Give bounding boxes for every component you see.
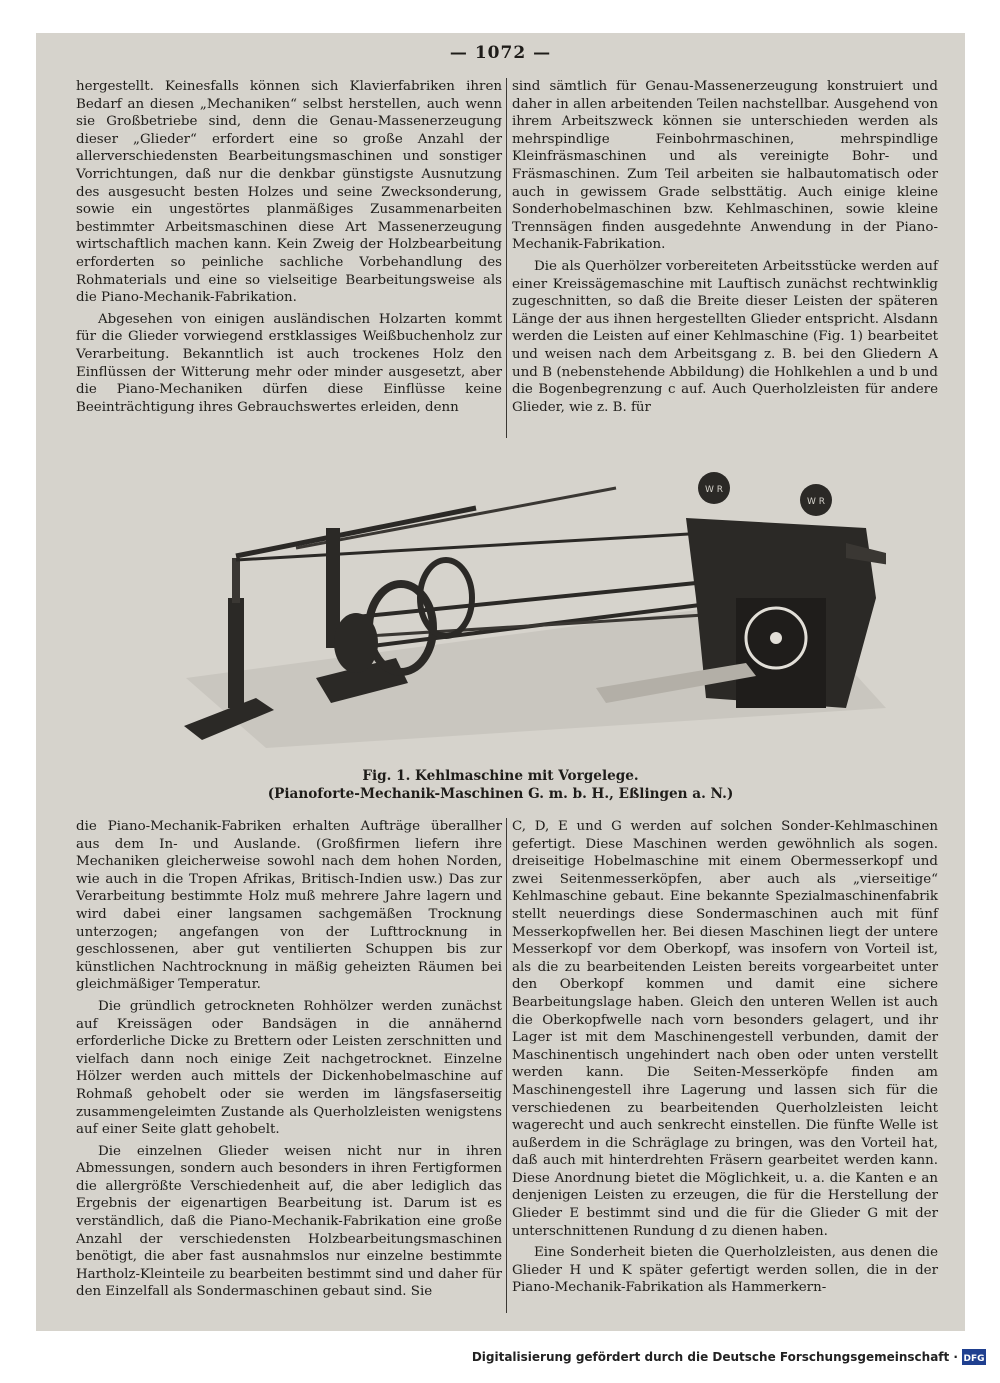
kehlmaschine-illustration [146, 448, 886, 758]
svg-text:DFG: DFG [963, 1354, 985, 1364]
paragraph: Die als Querhölzer vorbereiteten Arbeitsstücke werden auf einer Kreissägemaschine mit Lauftisch zunächst rechtwinklig zugeschnitten, so daß die Breite dieser Leisten der späteren Länge der aus ihnen hergestellten Glieder entspricht. Alsdann werden die Leisten auf einer Kehlmaschine (Fig. 1) bearbeitet und weisen nach dem Arbeitsgang z. B. bei den Gliedern A und B (nebenstehende Abbildung) die Hohlkehlen a und b und die Bogenbegrenzung c auf. Auch Querholzleisten für andere Glieder, wie z. B. für [512, 258, 938, 415]
paragraph: Die einzelnen Glieder weisen nicht nur in ihren Abmessungen, sondern auch besonders in ihren Fertigformen die allergrößte Verschiedenheit auf, die aber lediglich das Ergebnis der eigenartigen Bearbeitung ist. Darum ist es verständlich, daß die Piano-Mechanik-Fabrikation eine große Anzahl der verschiedensten Holzbearbeitungsmaschinen benötigt, die aber fast ausnahmslos nur einzelne bestimmte Hartholz-Kleinteile zu bearbeiten bestimmt sind und daher für den Einzelfall als Sondermaschinen gebaut sind. Sie [76, 1143, 502, 1300]
dfg-logo-icon [962, 1349, 986, 1365]
pulley [334, 613, 378, 673]
scanned-page [36, 33, 965, 1331]
left-column-bottom [76, 818, 502, 1301]
left-column-top [76, 78, 502, 416]
paragraph: Abgesehen von einigen ausländischen Holzarten kommt für die Glieder vorwiegend erstklassiges Weißbuchenholz zur Verarbeitung. Bekanntlich ist auch trockenes Holz den Einflüssen der Witterung mehr oder minder ausgesetzt, aber die Piano-Mechaniken dürfen diese Einflüsse keine Beeinträchtigung ihres Gebrauchswertes erleiden, denn [76, 311, 502, 415]
hand-wheel-hub [770, 632, 782, 644]
paragraph: sind sämtlich für Genau-Massenerzeugung konstruiert und daher in allen arbeitenden Teilen nachstellbar. Ausgehend von ihrem Arbeitszweck können sie unterschieden werden als mehrspindlige Feinbohrmaschinen, mehrspindlige Kleinfräsmaschinen und als vereinigte Bohr- und Fräsmaschinen. Zum Teil arbeiten sie halbautomatisch oder auch in gewissem Grade selbsttätig. Auch einige kleine Sonderhobelmaschinen bzw. Kehlmaschinen, sowie kleine Trennsägen finden ausgedehnte Anwendung in der Piano-Mechanik-Fabrikation. [512, 79, 938, 253]
page-number: — 1072 — [449, 43, 552, 63]
stand-shaft [232, 558, 240, 603]
paragraph: Eine Sonderheit bieten die Querholzleisten, aus denen die Glieder H und K später gefertigt werden sollen, die in der Piano-Mechanik-Fabrikation als Hammerkern- [512, 1245, 938, 1296]
paragraph: die Piano-Mechanik-Fabriken erhalten Aufträge überallher aus dem In- und Auslande. (Großfirmen liefern ihre Mechaniken gleicherweise sowohl nach dem hohen Norden, wie auch in die Tropen Afrikas, Britisch-Indien usw.) Das zur Verarbeitung bestimmte Holz muß mehrere Jahre lagern und wird dabei einer langsamen sachgemäßen Trocknung unterzogen; angefangen von der Lufttrocknung in geschlossenen, aber gut ventilierten Schuppen bis zur künstlichen Nachtrocknung in mäßig geheizten Räumen bei gleichmäßiger Temperatur. [76, 819, 502, 993]
belt-line [296, 488, 616, 548]
paragraph: Die gründlich getrockneten Rohhölzer werden zunächst auf Kreissägen oder Bandsägen in die annähernd erforderliche Dicke zu Brettern oder Leisten zerschnitten und vielfach dann noch einige Zeit nachgetrocknet. Einzelne Hölzer werden auch mittels der Dickenhobelmaschine auf Rohmaß gehobelt oder sie werden im längsfaserseitig zusammengeleimten Zustande als Querholzleisten wenigstens auf einer Seite glatt gehobelt. [76, 998, 502, 1138]
footer-text: Digitalisierung gefördert durch die Deutsche Forschungsgemeinschaft · [471, 1350, 958, 1364]
figure-caption-title: Fig. 1. Kehlmaschine mit Vorgelege. [362, 768, 639, 784]
figure-kehlmaschine [146, 448, 886, 758]
paragraph: hergestellt. Keinesfalls können sich Klavierfabriken ihren Bedarf an diesen „Mechaniken“ selbst herstellen, auch wenn sie Großbetriebe sind, denn die Genau-Massenerzeugung dieser „Glieder“ erfordert eine so große Anzahl der allerverschiedensten Bearbeitungsmaschinen und sonstiger Vorrichtungen, daß nur die denkbar günstigste Ausnutzung des ausgesucht besten Holzes und seine Zwecksonderung, sowie ein ungestörtes planmäßiges Zusammenarbeiten bestimmter Arbeitsmaschinen diese Art Massenerzeugung wirtschaftlich machen kann. Kein Zweig der Holzbearbeitung erforderten so peinliche sachliche Vorbehandlung des Rohmaterials und eine so vielseitige Bearbeitungsweise als die Piano-Mechanik-Fabrikation. [76, 79, 502, 306]
paragraph: C, D, E und G werden auf solchen Sonder-Kehlmaschinen gefertigt. Diese Maschinen werden gewöhnlich als sogen. dreiseitige Hobelmaschine mit einem Obermesserkopf und zwei Seitenmesserköpfen, aber auch als „vierseitige“ Kehlmaschine gebaut. Eine bekannte Spezialmaschinenfabrik stellt neuerdings diese Sondermaschinen auch mit fünf Messerkopfwellen her. Bei diesen Maschinen liegt der untere Messerkopf vor dem Oberkopf, was insofern von Vorteil ist, als die zu bearbeitenden Leisten bereits vorgearbeitet unter den Oberkopf kommen und damit eine sichere Bearbeitungslage haben. Gleich den unteren Wellen ist auch die Oberkopfwelle nach vorn besonders gelagert, und ihr Lager ist mit dem Maschinengestell verbunden, damit der Maschinentisch ungehindert nach oben oder unten verstellt werden kann. Die Seiten-Messerköpfe finden am Maschinengestell ihre Lagerung und lassen sich für die verschiedenen zu bearbeitenden Querholzleisten leicht wagerecht und auch senkrecht einstellen. Die fünfte Welle ist außerdem in die Schräglage zu bringen, was den Vorteil hat, daß auch mit hinterdrehten Fräsern gearbeitet werden kann. Diese Anordnung bietet die Möglichkeit, u. a. die Kanten e an denjenigen Leisten zu erzeugen, die für die Herstellung der Glieder E bestimmt sind und die für die Glieder G mit der unterschnittenen Rundung d zu dienen haben. [512, 819, 938, 1239]
column-rule-bottom [506, 818, 507, 1313]
plate-label: W R [704, 485, 724, 495]
figure-caption-source: (Pianoforte-Mechanik-Maschinen G. m. b. H., Eßlingen a. N.) [267, 786, 734, 802]
column-rule-top [506, 78, 507, 438]
right-column-bottom [512, 818, 938, 1297]
digitization-footer [472, 1349, 986, 1365]
right-column-top [512, 78, 938, 416]
stand-column [228, 598, 244, 708]
plate-label: W R [806, 497, 826, 507]
